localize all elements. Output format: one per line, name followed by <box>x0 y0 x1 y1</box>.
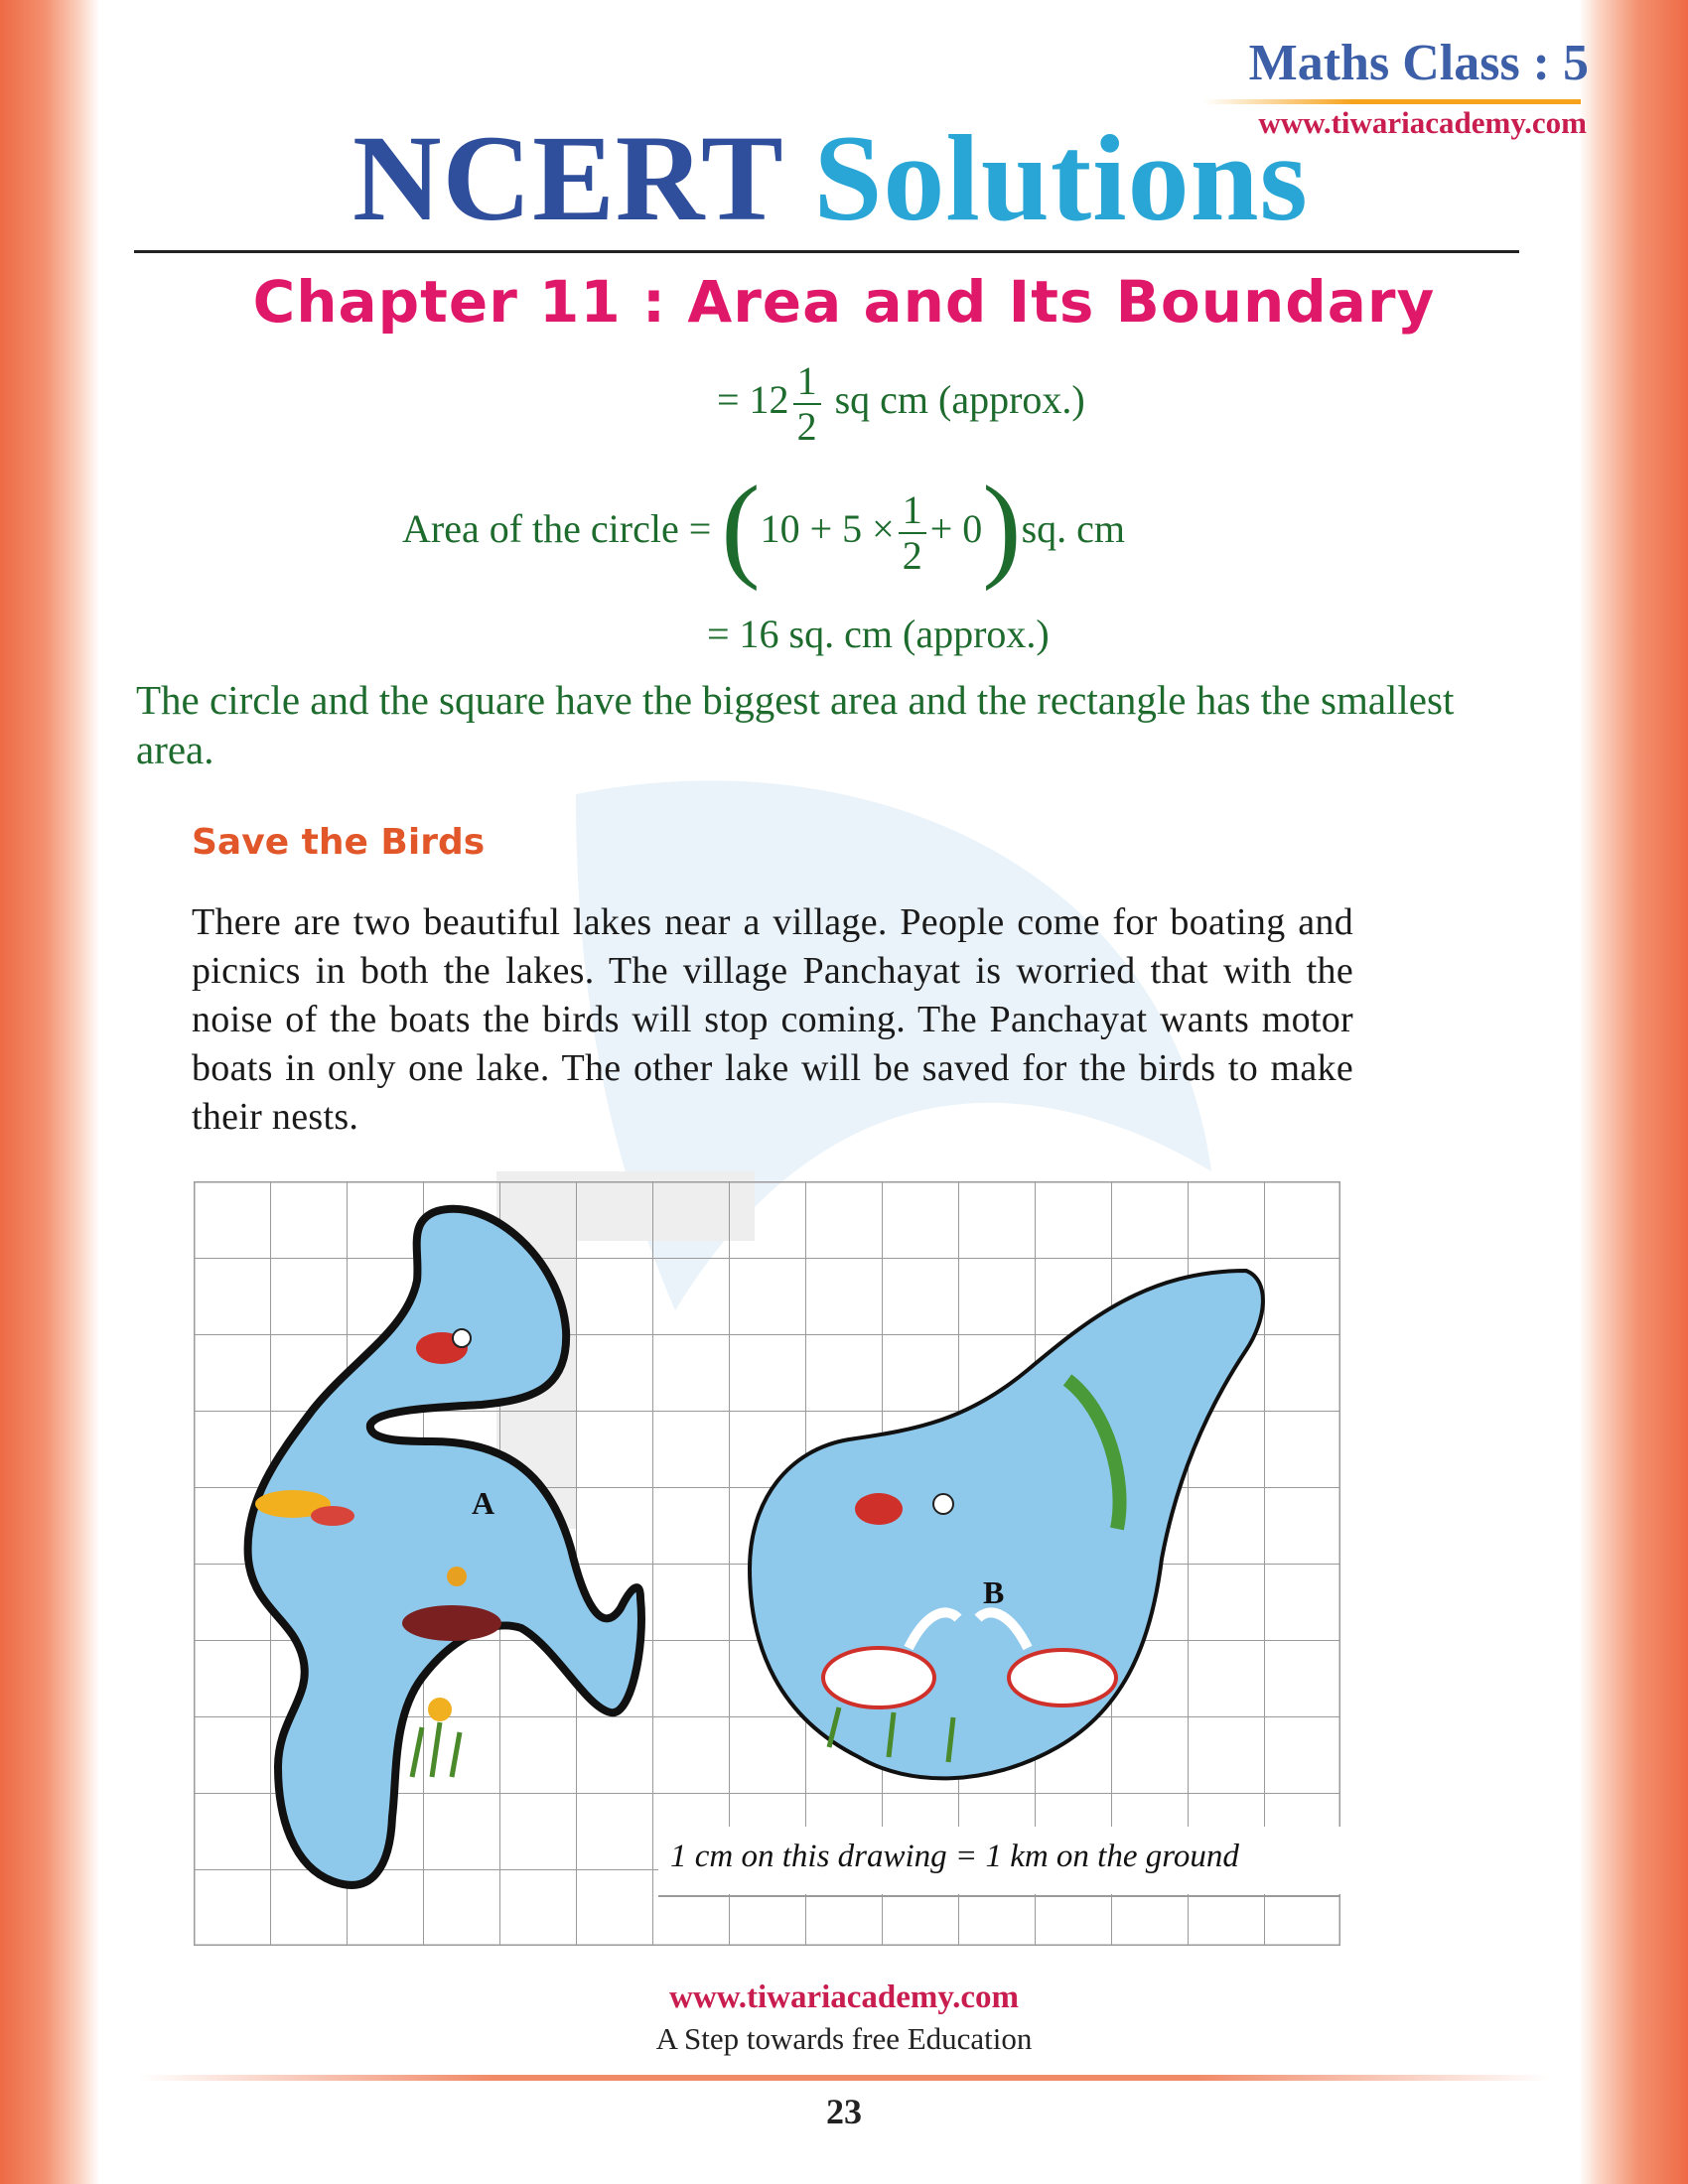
circle-area-label: Area of the circle = <box>402 506 712 552</box>
circle-area-unit: sq. cm <box>1021 506 1125 552</box>
class-label: Maths Class : 5 <box>1248 35 1589 91</box>
open-parenthesis: ( <box>721 462 761 592</box>
chapter-heading: Chapter 11 : Area and Its Boundary <box>252 268 1436 336</box>
circle-area-expression-end: + 0 <box>929 506 983 552</box>
lake-a-label: A <box>472 1485 495 1521</box>
title-divider <box>134 250 1519 253</box>
header-website-link[interactable]: www.tiwariacademy.com <box>1258 105 1587 140</box>
page-title <box>352 110 1309 246</box>
scale-note: 1 cm on this drawing = 1 km on the ground <box>670 1839 1239 1874</box>
activity-story: There are two beautiful lakes near a village. People come for boating and picnics in both the lakes. The village Panchayat is worried that with the noise of the boats the birds will stop coming. The Panchayat wants motor boats in only one lake. The other lake will be saved for the birds to make their nests. <box>192 901 1353 1138</box>
fraction-one-half <box>899 487 926 578</box>
fraction-denominator: 2 <box>793 403 821 447</box>
footer-website-link[interactable]: www.tiwariacademy.com <box>669 1979 1019 2015</box>
fraction-denominator: 2 <box>899 532 926 576</box>
title-part-ncert: NCERT <box>352 110 782 246</box>
footer-divider <box>139 2075 1549 2081</box>
fraction-numerator: 1 <box>902 487 922 532</box>
footer-tagline: A Step towards free Education <box>655 2021 1033 2056</box>
circle-area-expression: 10 + 5 × <box>760 506 895 552</box>
lake-b-label: B <box>983 1574 1005 1610</box>
math-line-3: = 16 sq. cm (approx.) <box>707 612 1050 656</box>
fraction-numerator: 1 <box>796 358 817 403</box>
activity-title: Save the Birds <box>192 822 486 863</box>
page-number: 23 <box>826 2092 862 2131</box>
close-parenthesis: ) <box>982 462 1022 592</box>
fraction-one-half <box>793 358 821 449</box>
math-line-1-suffix: sq cm (approx.) <box>834 377 1085 423</box>
math-line-1 <box>717 358 1085 449</box>
title-part-solutions: Solutions <box>813 110 1309 246</box>
lakes-grid-illustration <box>194 1181 1340 1946</box>
math-line-1-prefix: = 12 <box>717 377 789 423</box>
math-line-2 <box>402 462 1125 592</box>
header-accent-rule <box>1203 99 1581 104</box>
conclusion-paragraph: The circle and the square have the biggest area and the rectangle has the smallest area. <box>136 677 1455 772</box>
